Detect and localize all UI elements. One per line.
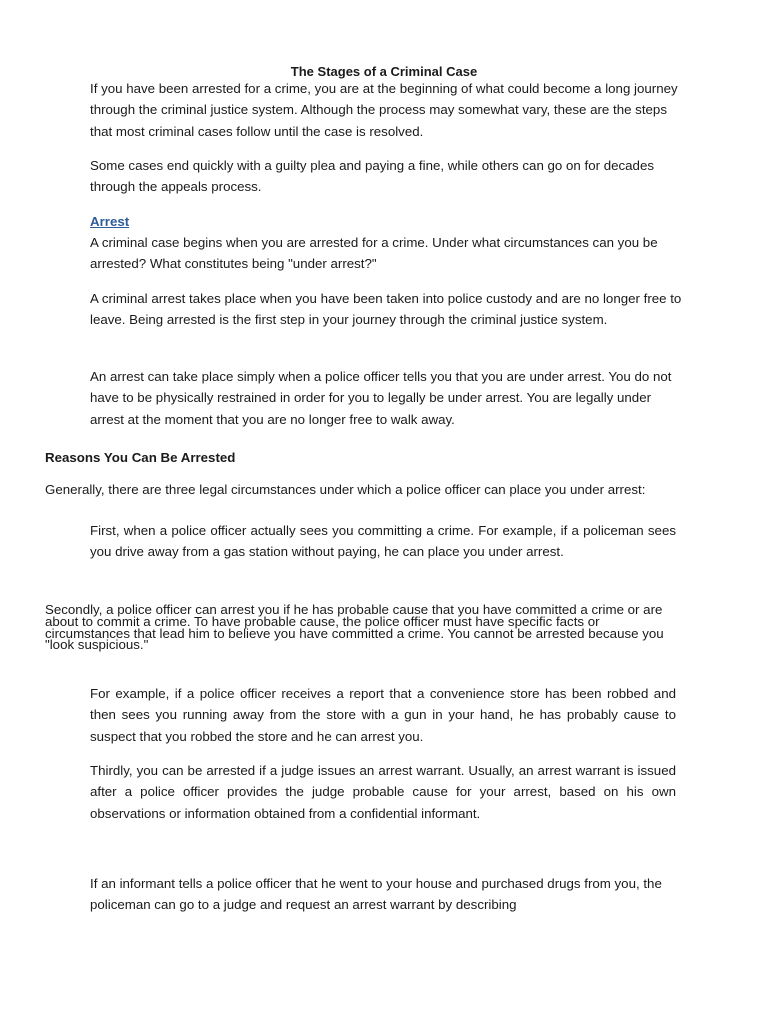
reasons-heading: Reasons You Can Be Arrested (45, 450, 236, 465)
reason-first-paragraph: First, when a police officer actually sees you committing a crime. For example, if a policeman sees you drive away from a gas station without paying, he can place you under arrest. (90, 523, 676, 560)
arrest-paragraph-2: A criminal arrest takes place when you have been taken into police custody and are no longer free to leave. Being arrested is the first step in your journey through the criminal justice system. (90, 291, 682, 328)
reasons-intro-paragraph: Generally, there are three legal circumstances under which a police officer can place you under arrest: (45, 482, 646, 497)
reason-third-paragraph: Thirdly, you can be arrested if a judge issues an arrest warrant. Usually, an arrest warrant is issued after a police officer provides the judge probable cause for your arrest, based on his own observations or information obtained from a confidential informant. (90, 763, 676, 821)
arrest-paragraph-1: A criminal case begins when you are arrested for a crime. Under what circumstances can you be arrested? What constitutes being "under arrest?" (90, 235, 658, 272)
arrest-heading-link[interactable]: Arrest (90, 214, 130, 229)
arrest-paragraph-3: An arrest can take place simply when a police officer tells you that you are under arrest. You do not have to be physically restrained in order for you to legally be under arrest. You are legally under arrest at the moment that you are no longer free to walk away. (90, 369, 672, 427)
reason-second-paragraph: Secondly, a police officer can arrest you if he has probable cause that you have committed a crime or are about to commit a crime. To have probable cause, the police officer must have specific facts or circumstances that lead him to believe you have committed a crime. You cannot be arrested because you "look suspicious." (45, 602, 664, 653)
informant-paragraph: If an informant tells a police officer that he went to your house and purchased drugs from you, the policeman can go to a judge and request an arrest warrant by describing (90, 876, 662, 913)
intro-paragraph-2: Some cases end quickly with a guilty plea and paying a fine, while others can go on for decades through the appeals process. (90, 158, 654, 195)
intro-paragraph-1: If you have been arrested for a crime, you are at the beginning of what could become a long journey through the criminal justice system. Although the process may somewhat vary, these are the steps that most criminal cases follow until the case is resolved. (90, 81, 678, 139)
document-title: The Stages of a Criminal Case (290, 64, 478, 79)
example-paragraph: For example, if a police officer receives a report that a convenience store has been robbed and then sees you running away from the store with a gun in your hand, he has probably cause to suspect that you robbed the store and he can arrest you. (90, 686, 676, 744)
